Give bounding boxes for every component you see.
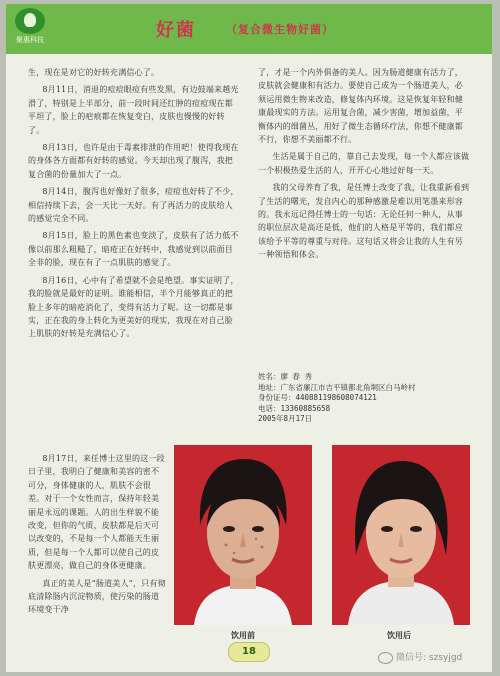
- after-photo: [332, 445, 470, 625]
- header-title: 好菌: [156, 20, 196, 41]
- left-column-lower: [28, 452, 166, 621]
- right-column: [258, 66, 470, 266]
- portrait-before-icon: [174, 445, 312, 625]
- company-logo: [12, 8, 48, 48]
- info-phone: 电话：13360885658: [258, 403, 331, 413]
- paragraph: 8月11日，消退的痘痘眼痘有些发黑，有边鼓端来越光滑了，特别是上半部分，前一段时间还红肿的痘痘现在都平坦了，脸上的疤痕都在恢复变白，皮肤也慢慢的好转了。: [28, 85, 239, 135]
- info-id: 身份证号：440881198608074121: [258, 393, 377, 402]
- header-subtitle: （复合微生物好菌）: [226, 23, 334, 36]
- wechat-icon: [378, 652, 393, 664]
- watermark: [378, 650, 462, 664]
- after-caption: 饮用后: [387, 631, 411, 640]
- before-photo: [174, 445, 312, 625]
- left-column: [28, 66, 240, 345]
- info-date: 2005年8月17日: [258, 414, 313, 423]
- paragraph: 我的父母养育了我，是任博士改变了我，让我重新看到了生活的曙光，发自内心的那种感激是难以用笔墨来形容的。我永远记得任博士的一句话：无论任何一种人，从事的职位层次是高还是低，他们的人格是平等的，我们都应该给予平等的尊重与对待。这句话又将会让我的人生有另一种领悟和体会。: [258, 183, 470, 260]
- logo-text: 聚惠科技: [16, 36, 44, 44]
- paragraph: 8月16日，心中有了希望就不会是绝望。事实证明了，我的脸就是最好的证明。谁能相信，半个月能够真正的把脸上多年的暗疮消化了，变得有活力了呢。这一切都是事实，正在我的身上转化为更美好的现实，我现在对自己脸上肌肤的好转是充满信心了。: [28, 275, 239, 339]
- paragraph: 生，现在是对它的好转充满信心了。: [28, 68, 160, 77]
- page-number: 18: [228, 642, 270, 662]
- paragraph: 8月13日，也许是由于毒素排泄的作用吧！使得我现在的身体各方面都有好转的感觉。今天却出现了腹泻，我把复合菌的份量加大了一点。: [28, 143, 239, 179]
- paragraph: 8月17日，来任博士这里的这一段日子里，我明白了健康和美容的密不可分，身体健康的人，肌肤不会很差。对于一个女性而言，保持年轻美丽是永远的课题。人的出生样貌不能改变，但你的气质，皮肤都是后天可以改变的，不是每一个人都能天生丽质，但是每一个人都可以使自己的皮肤更漂亮，做自己的身体更健康。: [28, 454, 165, 571]
- paragraph: 了，才是一个内外俱备的美人。因为肠道健康有活力了，皮肤就会健康和有活力。要使自己成为一个肠道美人，必须运用微生物来改造，修复体内环境。这是恢复年轻和健康最现实的方法。运用复合菌，减少害菌，增加益菌，平衡体内的细菌丛，用好了微生态循环疗法，你想不健康都不行，你想不美丽都不行。: [258, 68, 463, 145]
- logo-icon: [15, 8, 45, 34]
- page-header: [6, 4, 492, 54]
- before-caption: 饮用前: [231, 631, 255, 640]
- paragraph: 生活是属于自己的，靠自己去发现，每一个人都应该做一个积极热爱生活的人，开开心心地过好每一天。: [258, 152, 470, 175]
- watermark-text: 微信号: szsyjgd: [396, 653, 463, 663]
- paragraph: 8月15日，脸上的黑色素也变淡了，皮肤有了活力低不像以前那么粗糙了，暗疮正在好转中，我感觉到以前面目全非的脸，现在有了一点肌肤的感觉了。: [28, 231, 239, 268]
- info-address: 地址：广东省廉江市吉平镇都北角垌区白马岭村: [258, 382, 416, 392]
- paragraph: 8月14日，腹泻也好像好了很多，痘痘也好转了不少，相信持续下去，会一天比一天好。有了再活力的皮肤给人的感觉完全不同。: [28, 187, 239, 224]
- author-info: [258, 372, 470, 425]
- magazine-page: [6, 4, 492, 672]
- portrait-after-icon: [332, 445, 470, 625]
- paragraph: 真正的美人是“肠道美人”，只有彻底清除肠内沉淀物质，使污染的肠道环境变干净: [28, 578, 166, 615]
- info-name: 姓名：廖 春 秀: [258, 372, 313, 381]
